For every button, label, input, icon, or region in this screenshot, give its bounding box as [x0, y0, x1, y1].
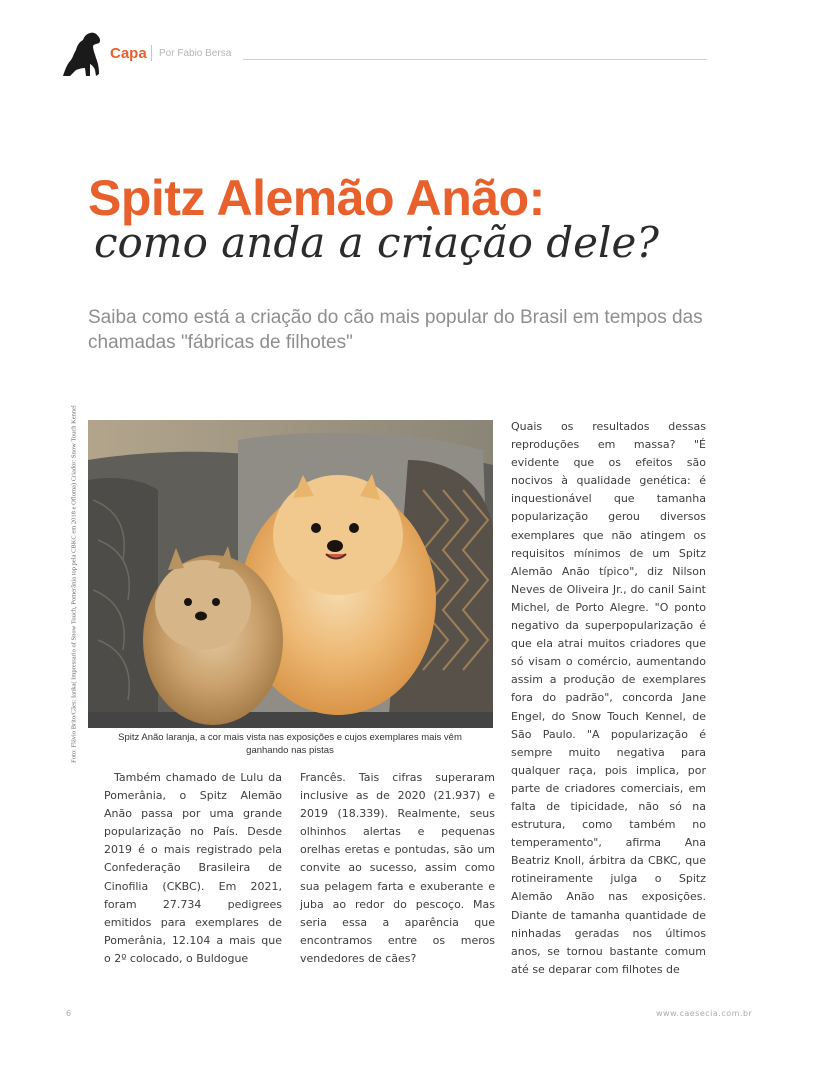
article-photo [88, 420, 493, 728]
author-byline: Por Fabio Bersa [159, 48, 232, 59]
dog-silhouette-icon [57, 30, 103, 78]
article-title: Spitz Alemão Anão: [88, 170, 545, 226]
photo-credit [63, 405, 85, 763]
photo-credit-text: Foto: Flávio Brito/Cães: Ianka( Impressario of Snow Touch, Pomerânia top pela CBKC em 2018 e Ofloma) Criador: Snow Touch Kennel [70, 405, 78, 763]
page-number: 6 [66, 1009, 72, 1018]
header-rule [243, 59, 707, 60]
body-column-2 [300, 769, 495, 968]
page-header [57, 28, 707, 80]
body-column-1 [104, 769, 282, 968]
photo-caption: Spitz Anão laranja, a cor mais vista nas exposições e cujos exemplares mais vêm ganhando nas pistas [118, 732, 462, 756]
body-paragraph: Francês. Tais cifras superaram inclusive as de 2020 (21.937) e 2019 (18.339). Realmente, seus olhinhos alertas e pequenas orelhas eretas e pontudas, são um convite ao sucesso, assim como sua pelagem farta e exuberante e juba ao redor do pescoço. Mas seria essa a aparência que encontramos entre os meros vendedores de cães? [300, 771, 495, 965]
article-title-script: como anda a criação dele? [94, 218, 659, 267]
article-subtitle: Saiba como está a criação do cão mais popular do Brasil em tempos das chamadas "fábricas de filhotes" [88, 307, 703, 353]
body-column-3 [511, 418, 706, 979]
section-label: Capa [110, 45, 147, 62]
body-paragraph: Também chamado de Lulu da Pomerânia, o Spitz Alemão Anão passa por uma grande popularização no País. Desde 2019 é o mais registrado pela Confederação Brasileira de Cinofilia (CKBC). Em 2021, foram 27.734 pedigrees emitidos para exemplares de Pomerânia, 12.104 a mais que o 2º colocado, o Buldogue [104, 771, 282, 965]
body-paragraph: Quais os resultados dessas reproduções em massa? "É evidente que os efeitos são nocivos à qualidade genética: é inquestionável que tamanha popularização gerou diversos exemplares que não atingem os requisitos mínimos de um Spitz Alemão Anão típico", diz Nilson Neves de Oliveira Jr., do canil Saint Michel, de Porto Alegre. "O ponto negativo da superpopularização é que ela atrai muitos criadores que só visam o comércio, aumentando assim a produção de exemplares fora do padrão", concorda Jane Engel, do Snow Touch Kennel, de São Paulo. "A popularização é sempre muito negativa para qualquer raça, pois implica, por parte de criadores comerciais, em falta de tipicidade, não só na estrutura, como também no temperamento", afirma Ana Beatriz Knoll, árbitra da CBKC, que rotineiramente julga o Spitz Alemão Anão nas exposições. Diante de tamanha quantidade de ninhadas geradas nos últimos anos, se tornou bastante comum até se deparar com filhotes de [511, 420, 706, 976]
website-url: www.caesecia.com.br [656, 1009, 753, 1018]
header-separator [151, 45, 152, 61]
